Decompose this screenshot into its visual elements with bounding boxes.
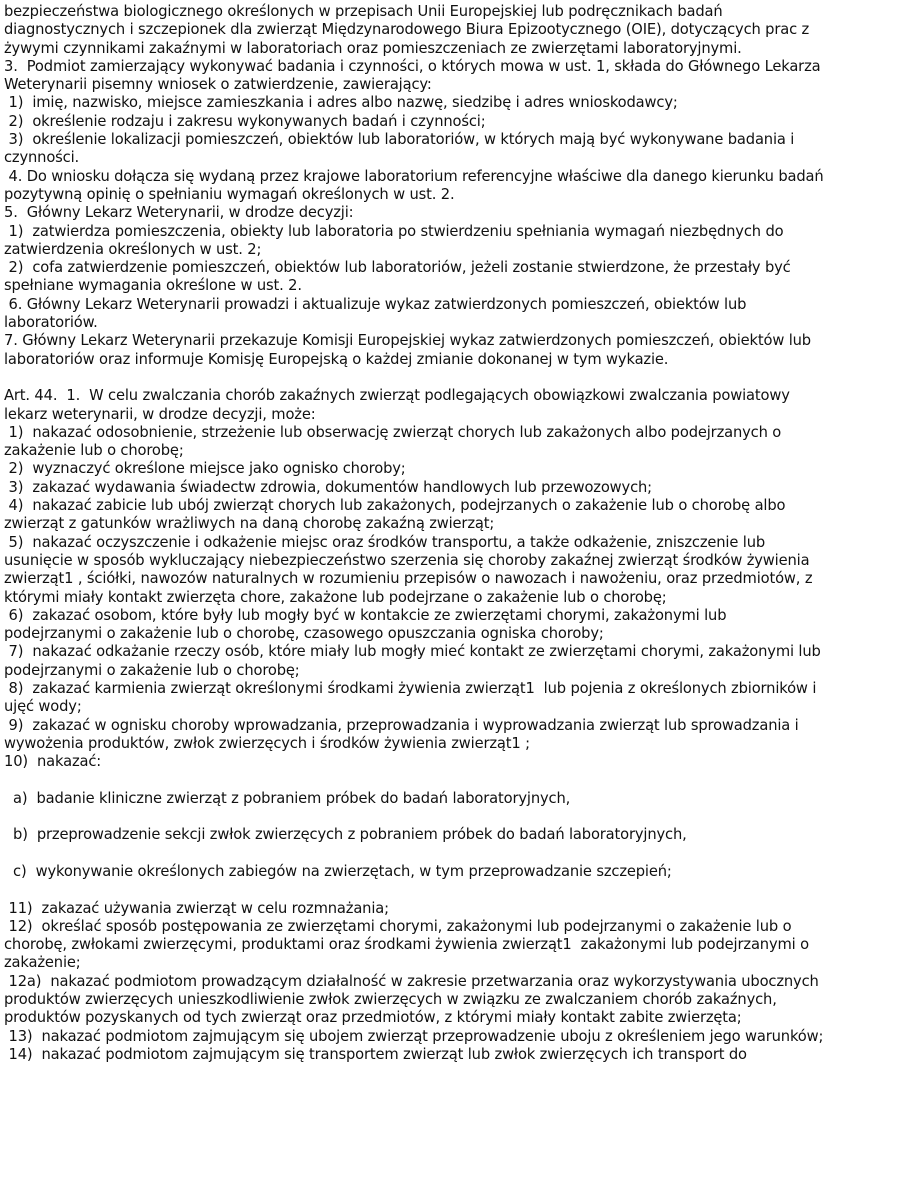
text-line: laboratoriów. bbox=[4, 314, 98, 332]
text-line: Art. 44. 1. W celu zwalczania chorób zakaźnych zwierząt podlegających obowiązkowi zwalczania powiatowy bbox=[4, 387, 790, 405]
text-line: laboratoriów oraz informuje Komisję Europejską o każdej zmianie dokonanej w tym wykazie. bbox=[4, 350, 669, 368]
text-line: 11) zakazać używania zwierząt w celu rozmnażania; bbox=[4, 899, 389, 917]
text-line: podejrzanymi o zakażenie lub o chorobę, czasowego opuszczania ogniska choroby; bbox=[4, 625, 604, 643]
text-line: 8) zakazać karmienia zwierząt określonymi środkami żywienia zwierząt1 lub pojenia z określonych zbiorników i bbox=[4, 679, 817, 697]
paragraph bbox=[4, 607, 915, 644]
text-line: 9) zakazać w ognisku choroby wprowadzania, przeprowadzania i wyprowadzania zwierząt lub sprowadzania i bbox=[4, 716, 799, 734]
paragraph bbox=[4, 790, 915, 808]
text-line: zwierząt1 , ściółki, nawozów naturalnych w rozumieniu przepisów o nawozach i nawożeniu, oraz przedmiotów, z bbox=[4, 570, 813, 588]
text-line: 10) nakazać: bbox=[4, 753, 102, 771]
paragraph bbox=[4, 534, 915, 607]
text-line: 4) nakazać zabicie lub ubój zwierząt chorych lub zakażonych, podejrzanych o zakażenie lub o chorobę albo bbox=[4, 497, 786, 515]
text-line: podejrzanymi o zakażenie lub o chorobę; bbox=[4, 661, 300, 679]
paragraph bbox=[4, 387, 915, 424]
text-line: 5) nakazać oczyszczenie i odkażenie miejsc oraz środków transportu, a także odkażenie, zniszczenie lub bbox=[4, 533, 766, 551]
text-line: 7. Główny Lekarz Weterynarii przekazuje Komisji Europejskiej wykaz zatwierdzonych pomieszczeń, obiektów lub bbox=[4, 332, 811, 350]
text-line: produktów zwierzęcych unieszkodliwienie zwłok zwierzęcych w związku ze zwalczaniem chorób zakaźnych, bbox=[4, 991, 777, 1009]
paragraph bbox=[4, 900, 915, 918]
text-line: żywymi czynnikami zakaźnymi w laboratoriach oraz pomieszczeniach ze zwierzętami laboratoryjnymi. bbox=[4, 39, 742, 57]
paragraph bbox=[4, 94, 915, 112]
text-line: diagnostycznych i szczepionek dla zwierząt Międzynarodowego Biura Epizootycznego (OIE), dotyczących prac z bbox=[4, 21, 810, 39]
paragraph bbox=[4, 296, 915, 333]
paragraph bbox=[4, 753, 915, 771]
paragraph bbox=[4, 918, 915, 973]
paragraph bbox=[4, 168, 915, 205]
text-line: 3) określenie lokalizacji pomieszczeń, obiektów lub laboratoriów, w których mają być wykonywane badania i bbox=[4, 131, 795, 149]
text-line: 6) zakazać osobom, które były lub mogły być w kontakcie ze zwierzętami chorymi, zakażonymi lub bbox=[4, 606, 727, 624]
text-line: zakażenie; bbox=[4, 954, 81, 972]
paragraph bbox=[4, 259, 915, 296]
text-line: 1) imię, nazwisko, miejsce zamieszkania i adres albo nazwę, siedzibę i adres wnioskodawcy; bbox=[4, 94, 678, 112]
paragraph bbox=[4, 223, 915, 260]
paragraph bbox=[4, 973, 915, 1028]
blank-line bbox=[4, 808, 915, 826]
text-line: zatwierdzenia określonych w ust. 2; bbox=[4, 240, 262, 258]
paragraph bbox=[4, 204, 915, 222]
text-line: 1) zatwierdza pomieszczenia, obiekty lub laboratoria po stwierdzeniu spełniania wymagań niezbędnych do bbox=[4, 222, 784, 240]
text-line: 2) cofa zatwierdzenie pomieszczeń, obiektów lub laboratoriów, jeżeli zostanie stwierdzone, że przestały być bbox=[4, 259, 791, 277]
text-line: Weterynarii pisemny wniosek o zatwierdzenie, zawierający: bbox=[4, 76, 432, 94]
paragraph bbox=[4, 680, 915, 717]
text-line: 13) nakazać podmiotom zajmującym się ubojem zwierząt przeprowadzenie uboju z określeniem jego warunków; bbox=[4, 1027, 824, 1045]
text-line: 2) określenie rodzaju i zakresu wykonywanych badań i czynności; bbox=[4, 112, 486, 130]
paragraph bbox=[4, 826, 915, 844]
paragraph bbox=[4, 3, 915, 58]
blank-line bbox=[4, 771, 915, 789]
text-line: zwierząt z gatunków wrażliwych na daną chorobę zakaźną zwierząt; bbox=[4, 515, 495, 533]
text-line: c) wykonywanie określonych zabiegów na zwierzętach, w tym przeprowadzanie szczepień; bbox=[4, 862, 672, 880]
paragraph bbox=[4, 332, 915, 369]
paragraph bbox=[4, 479, 915, 497]
text-line: 2) wyznaczyć określone miejsce jako ognisko choroby; bbox=[4, 460, 406, 478]
paragraph bbox=[4, 497, 915, 534]
text-line: ujęć wody; bbox=[4, 698, 82, 716]
paragraph bbox=[4, 113, 915, 131]
text-line: 12a) nakazać podmiotom prowadzącym działalność w zakresie przetwarzania oraz wykorzystywania ubocznych bbox=[4, 972, 819, 990]
paragraph bbox=[4, 1046, 915, 1064]
text-line: lekarz weterynarii, w drodze decyzji, może: bbox=[4, 405, 316, 423]
text-line: produktów pozyskanych od tych zwierząt oraz przedmiotów, z którymi miały kontakt zabite zwierzęta; bbox=[4, 1009, 742, 1027]
text-line: b) przeprowadzenie sekcji zwłok zwierzęcych z pobraniem próbek do badań laboratoryjnych, bbox=[4, 826, 687, 844]
blank-line bbox=[4, 881, 915, 899]
blank-line bbox=[4, 845, 915, 863]
paragraph bbox=[4, 717, 915, 754]
text-line: 14) nakazać podmiotom zajmującym się transportem zwierząt lub zwłok zwierzęcych ich transport do bbox=[4, 1045, 747, 1063]
paragraph bbox=[4, 131, 915, 168]
paragraph bbox=[4, 460, 915, 478]
text-line: chorobę, zwłokami zwierzęcymi, produktami oraz środkami żywienia zwierząt1 zakażonymi lub podejrzanymi o bbox=[4, 936, 809, 954]
text-line: pozytywną opinię o spełnianiu wymagań określonych w ust. 2. bbox=[4, 185, 455, 203]
text-line: wywożenia produktów, zwłok zwierzęcych i środków żywienia zwierząt1 ; bbox=[4, 734, 530, 752]
paragraph bbox=[4, 863, 915, 881]
text-line: 7) nakazać odkażanie rzeczy osób, które miały lub mogły mieć kontakt ze zwierzętami chorymi, zakażonymi lub bbox=[4, 643, 821, 661]
text-line: 1) nakazać odosobnienie, strzeżenie lub obserwację zwierząt chorych lub zakażonych albo podejrzanych o bbox=[4, 423, 782, 441]
text-line: 6. Główny Lekarz Weterynarii prowadzi i aktualizuje wykaz zatwierdzonych pomieszczeń, obiektów lub bbox=[4, 295, 747, 313]
text-line: a) badanie kliniczne zwierząt z pobraniem próbek do badań laboratoryjnych, bbox=[4, 789, 571, 807]
text-line: 3. Podmiot zamierzający wykonywać badania i czynności, o których mowa w ust. 1, składa do Głównego Lekarza bbox=[4, 57, 821, 75]
text-line: zakażenie lub o chorobę; bbox=[4, 442, 184, 460]
text-line: 3) zakazać wydawania świadectw zdrowia, dokumentów handlowych lub przewozowych; bbox=[4, 478, 652, 496]
paragraph bbox=[4, 58, 915, 95]
paragraph bbox=[4, 643, 915, 680]
text-line: usunięcie w sposób wykluczający niebezpieczeństwo szerzenia się choroby zakaźnej zwierząt środków żywienia bbox=[4, 551, 810, 569]
text-line: 4. Do wniosku dołącza się wydaną przez krajowe laboratorium referencyjne właściwe dla danego kierunku badań bbox=[4, 167, 824, 185]
paragraph bbox=[4, 424, 915, 461]
text-line: 5. Główny Lekarz Weterynarii, w drodze decyzji: bbox=[4, 204, 354, 222]
document-body bbox=[4, 3, 915, 1064]
text-line: którymi miały kontakt zwierzęta chore, zakażone lub podejrzane o zakażenie lub o chorobę; bbox=[4, 588, 667, 606]
text-line: 12) określać sposób postępowania ze zwierzętami chorymi, zakażonymi lub podejrzanymi o zakażenie lub o bbox=[4, 917, 792, 935]
text-line: spełniane wymagania określone w ust. 2. bbox=[4, 277, 302, 295]
paragraph bbox=[4, 1028, 915, 1046]
text-line: czynności. bbox=[4, 149, 80, 167]
blank-line bbox=[4, 369, 915, 387]
text-line: bezpieczeństwa biologicznego określonych w przepisach Unii Europejskiej lub podręcznikach badań bbox=[4, 3, 723, 20]
